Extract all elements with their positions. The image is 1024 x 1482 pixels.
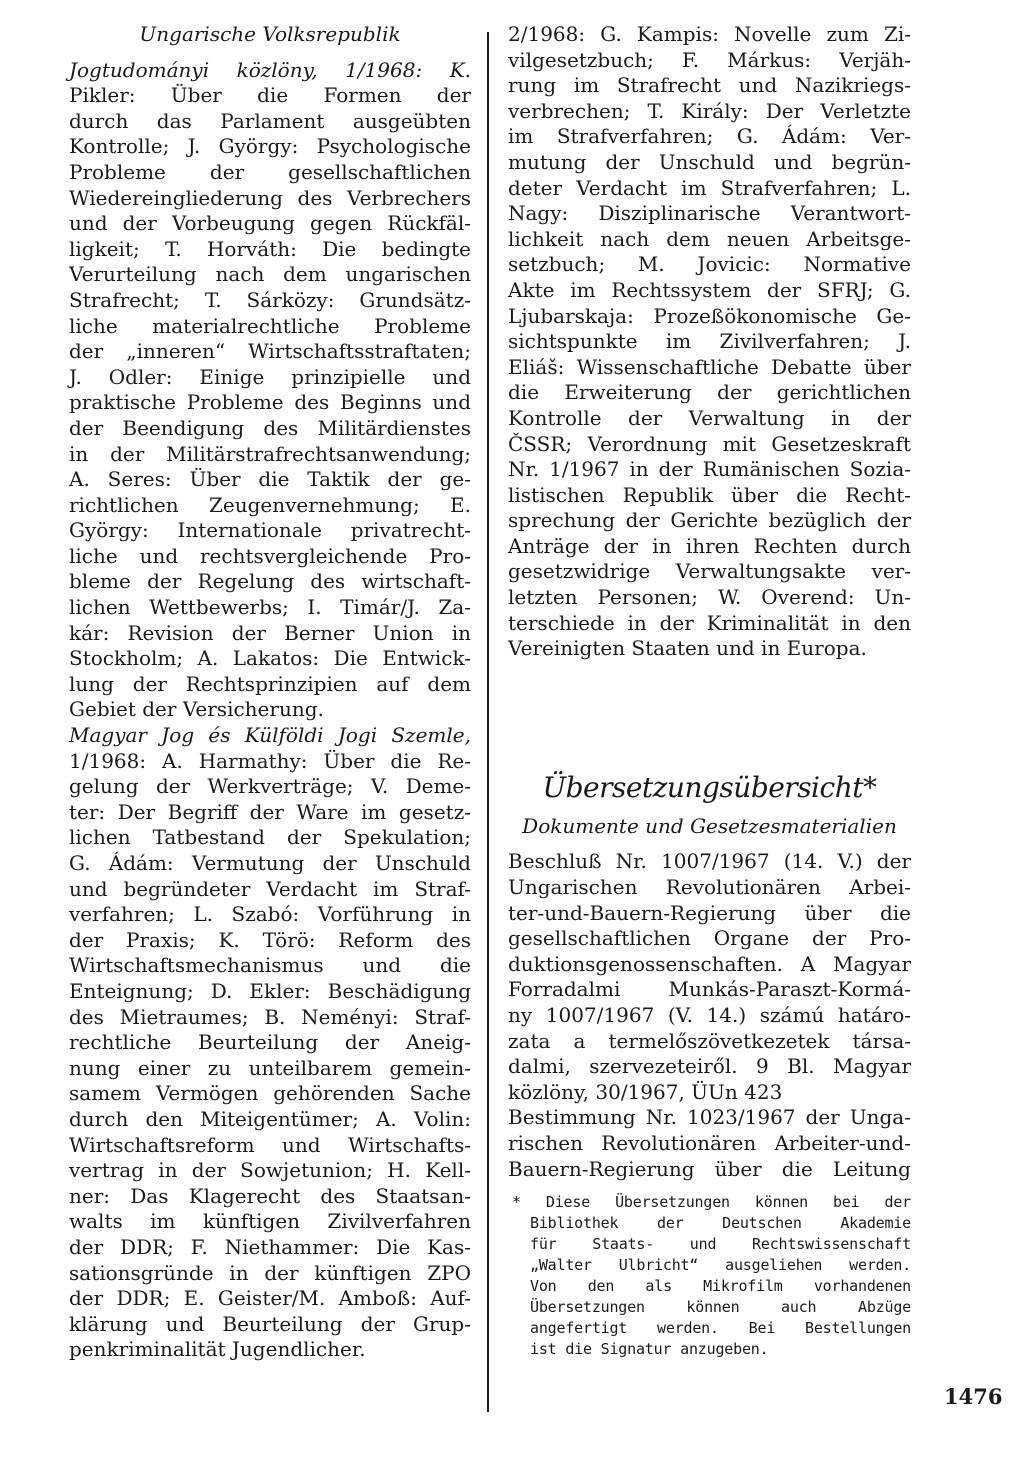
footnote-line: angefertigt werden. Bei Bestellungen — [530, 1319, 911, 1338]
text-line: verbrechen; T. Király: Der Verletzte — [508, 98, 911, 123]
footnote-line: „Walter Ulbricht“ ausgeliehen werden. — [530, 1256, 911, 1275]
text-line: duktionsgenossenschaften. A Magyar — [508, 951, 911, 976]
text-line: durch den Miteigentümer; A. Volin: — [69, 1106, 471, 1131]
text-line: der Praxis; K. Törö: Reform des — [69, 927, 471, 952]
text-line: rischen Revolutionären Arbeiter-und- — [508, 1130, 911, 1155]
footnote-line: für Staats- und Rechtswissenschaft — [530, 1235, 911, 1254]
text-line: 2/1968: G. Kampis: Novelle zum Zi- — [508, 22, 911, 46]
text-line: samem Vermögen gehörenden Sache — [69, 1081, 471, 1106]
text-line: liche und rechtsvergleichende Pro- — [69, 543, 471, 568]
text-line: ČSSR; Verordnung mit Gesetzeskraft — [508, 431, 911, 456]
text-line: der Beendigung des Militärdienstes — [69, 415, 471, 440]
text-line: sprechung der Gerichte bezüglich der — [508, 508, 911, 533]
text-line: des Mietraumes; B. Neményi: Straf- — [69, 1004, 471, 1029]
right-column — [508, 22, 911, 1360]
text-line: Eliáš: Wissenschaftliche Debatte über — [508, 354, 911, 379]
text-line: lichen Tatbestand der Spekulation; — [69, 825, 471, 850]
text-line: Ljubarskaja: Prozeßökonomische Ge- — [508, 303, 911, 328]
text-line: richtlichen Zeugenvernehmung; E. — [69, 492, 471, 517]
text-line: vertrag in der Sowjetunion; H. Kell- — [69, 1158, 471, 1183]
text-line: ter: Der Begriff der Ware im gesetz- — [69, 799, 471, 824]
text-line: J. Odler: Einige prinzipielle und — [69, 364, 471, 389]
footnote — [508, 1192, 911, 1360]
section-title: Ungarische Volksrepublik — [139, 22, 401, 46]
right-text — [508, 22, 911, 662]
text-line: Anträge der in ihren Rechten durch — [508, 533, 911, 558]
text-line: ter-und-Bauern-Regierung über die — [508, 900, 911, 925]
text-line: gesetzwidrige Verwaltungsakte ver- — [508, 559, 911, 584]
text-line: Beschluß Nr. 1007/1967 (14. V.) der — [508, 849, 911, 874]
text-line: dalmi, szervezeteiről. 9 Bl. Magyar — [508, 1054, 911, 1079]
text-line: im Strafverfahren; G. Ádám: Ver- — [508, 124, 911, 149]
text-line: ny 1007/1967 (V. 14.) számú határo- — [508, 1003, 911, 1027]
text-line: Bauern-Regierung über die Leitung — [508, 1156, 911, 1181]
left-column — [69, 22, 471, 1363]
text-line: Vereinigten Staaten und in Europa. — [508, 636, 867, 661]
section-subheading: Dokumente und Gesetzesmaterialien — [522, 813, 897, 838]
text-line: G. Ádám: Vermutung der Unschuld — [69, 851, 471, 875]
text-line: mutung der Unschuld und begrün- — [508, 149, 911, 174]
text-line: közlöny, 30/1967, ÜUn 423 — [508, 1079, 783, 1104]
spacer — [69, 48, 471, 58]
text-line: Strafrecht; T. Sárközy: Grundsätz- — [69, 287, 471, 312]
footnote-line: Übersetzungen können auch Abzüge — [530, 1298, 911, 1317]
text-line: sationsgründe in der künftigen ZPO — [69, 1260, 471, 1285]
footnote-line: Bibliothek der Deutschen Akademie — [530, 1214, 911, 1233]
text-line: liche materialrechtliche Probleme — [69, 313, 471, 338]
text-line: sichtspunkte im Zivilverfahren; J. — [508, 329, 911, 354]
page-number: 1476 — [944, 1384, 1003, 1409]
text-line: Bestimmung Nr. 1023/1967 der Unga- — [508, 1105, 911, 1130]
text-line: Ungarischen Revolutionären Arbei- — [508, 875, 911, 900]
text-line: ner: Das Klagerecht des Staatsan- — [69, 1183, 471, 1208]
text-line: penkriminalität Jugendlicher. — [69, 1337, 366, 1362]
footnote-line: ist die Signatur anzugeben. — [530, 1340, 769, 1359]
text-line: rechtliche Beurteilung der Aneig- — [69, 1030, 471, 1055]
text-line: der DDR; E. Geister/M. Amboß: Auf- — [69, 1286, 471, 1311]
text-line: klärung und Beurteilung der Grup- — [69, 1311, 471, 1336]
text-line: Probleme der gesellschaftlichen — [69, 159, 471, 184]
text-line: verfahren; L. Szabó: Vorführung in — [69, 902, 471, 927]
spacer — [508, 662, 911, 768]
text-line: vilgesetzbuch; F. Márkus: Verjäh- — [508, 47, 911, 72]
text-line: lichkeit nach dem neuen Arbeitsge- — [508, 226, 911, 251]
text-line: kár: Revision der Berner Union in — [69, 620, 471, 645]
text-line: ligkeit; T. Horváth: Die bedingte — [69, 236, 471, 261]
text-line: der DDR; F. Niethammer: Die Kas- — [69, 1234, 471, 1259]
text-line: Akte im Rechtssystem der SFRJ; G. — [508, 277, 911, 302]
text-line: die Erweiterung der gerichtlichen — [508, 380, 911, 405]
text-line: Verurteilung nach dem ungarischen — [69, 262, 471, 287]
text-line: letzten Personen; W. Overend: Un- — [508, 585, 911, 610]
text-line: lichen Wettbewerbs; I. Timár/J. Za- — [69, 595, 471, 620]
text-line: der „inneren“ Wirtschaftsstraftaten; — [69, 339, 471, 364]
text-line: Stockholm; A. Lakatos: Die Entwick- — [69, 646, 471, 671]
text-line: nung einer zu unteilbarem gemein- — [69, 1055, 471, 1080]
text-line: Kontrolle der Verwaltung in der — [508, 405, 911, 430]
text-line: praktische Probleme des Beginns und — [69, 390, 471, 415]
text-line: Pikler: Über die Formen der — [69, 83, 471, 108]
text-line: 1/1968: A. Harmathy: Über die Re- — [69, 748, 471, 773]
text-line: setzbuch; M. Jovicic: Normative — [508, 252, 911, 277]
text-line: rung im Strafrecht und Nazikriegs- — [508, 73, 911, 98]
text-line: Wiedereingliederung des Verbrechers — [69, 185, 471, 210]
text-line: und begründeter Verdacht im Straf- — [69, 876, 471, 901]
text-line: Kontrolle; J. György: Psychologische — [69, 134, 471, 159]
text-line: Nr. 1/1967 in der Rumänischen Sozia- — [508, 457, 911, 482]
text-line: bleme der Regelung des wirtschaft- — [69, 569, 471, 594]
footnote-line: * Diese Übersetzungen können bei der — [512, 1193, 911, 1212]
column-divider — [487, 32, 489, 1412]
text-line: Nagy: Disziplinarische Verantwort- — [508, 201, 911, 226]
text-line: und der Vorbeugung gegen Rückfäl- — [69, 211, 471, 236]
footnote-line: Von den als Mikrofilm vorhandenen — [530, 1277, 911, 1296]
text-line: Magyar Jog és Külföldi Jogi Szemle, — [69, 723, 471, 748]
text-line: in der Militärstrafrechtsanwendung; — [69, 441, 471, 466]
document-list — [508, 849, 911, 1182]
text-line: gelung der Werkverträge; V. Deme- — [69, 774, 471, 799]
text-line: Forradalmi Munkás-Paraszt-Kormá- — [508, 977, 911, 1002]
text-line: walts im künftigen Zivilverfahren — [69, 1209, 471, 1234]
left-text — [69, 58, 471, 1363]
text-line: listischen Republik über die Recht- — [508, 482, 911, 507]
text-line: zata a termelőszövetkezetek társa- — [508, 1028, 911, 1053]
text-line: deter Verdacht im Strafverfahren; L. — [508, 175, 911, 200]
text-line: Jogtudományi közlöny, 1/1968: K. — [69, 57, 471, 82]
text-line: lung der Rechtsprinzipien auf dem — [69, 671, 471, 696]
text-line: durch das Parlament ausgeübten — [69, 108, 471, 133]
section-heading: Übersetzungsübersicht* — [542, 770, 877, 804]
text-line: gesellschaftlichen Organe der Pro- — [508, 926, 911, 951]
text-line: Gebiet der Versicherung. — [69, 697, 324, 722]
spacer — [508, 839, 911, 849]
text-line: György: Internationale privatrecht- — [69, 518, 471, 543]
text-line: Wirtschaftsreform und Wirtschafts- — [69, 1132, 471, 1157]
text-line: Wirtschaftsmechanismus und die — [69, 953, 471, 978]
text-line: A. Seres: Über die Taktik der ge- — [69, 467, 471, 492]
spacer — [508, 1182, 911, 1192]
text-line: terschiede in der Kriminalität in den — [508, 610, 911, 635]
text-line: Enteignung; D. Ekler: Beschädigung — [69, 978, 471, 1003]
